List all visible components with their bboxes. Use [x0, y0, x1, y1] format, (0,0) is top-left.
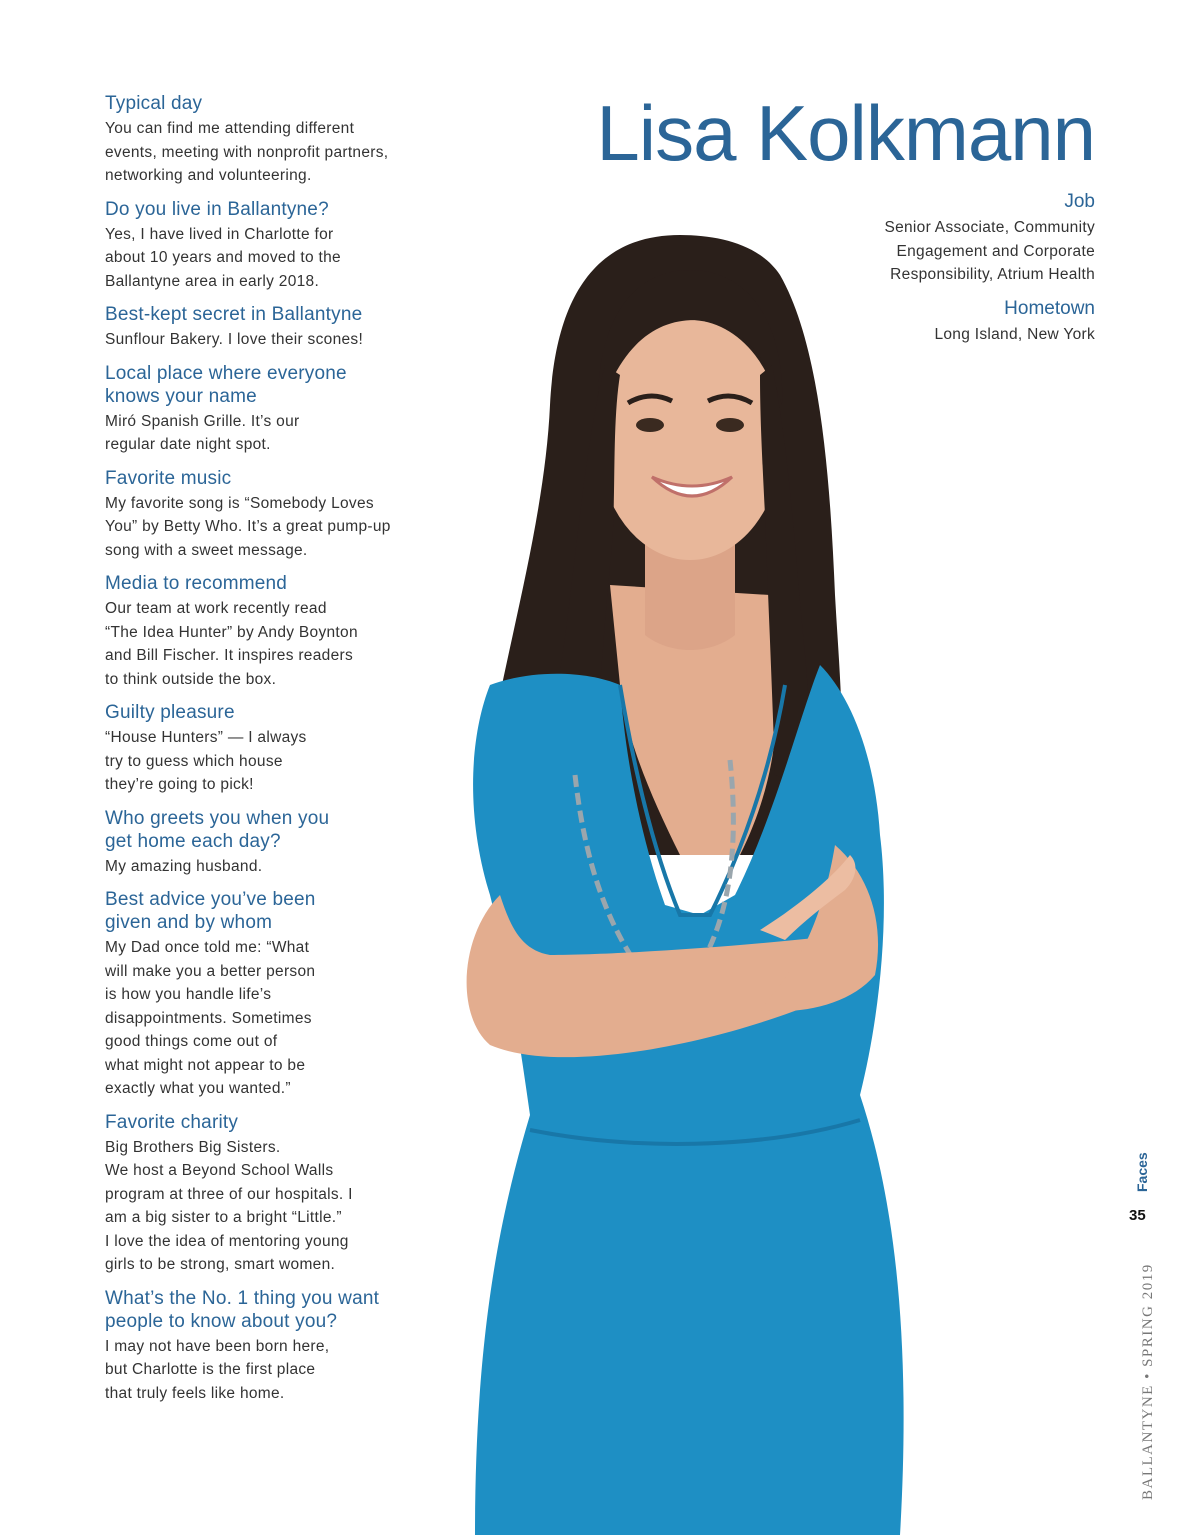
answer: Sunflour Bakery. I love their scones! — [105, 331, 364, 348]
answer: Miró Spanish Grille. It’s our regular date night spot. — [105, 412, 300, 453]
answer: Our team at work recently read “The Idea Hunter” by Andy Boynton and Bill Fischer. It inspires readers to think outside the box. — [105, 600, 358, 688]
left-eye — [636, 418, 664, 432]
question: Guilty pleasure — [105, 702, 235, 723]
question: Favorite music — [105, 467, 232, 489]
job-label: Job — [1064, 191, 1095, 212]
question: Media to recommend — [105, 573, 288, 594]
folio-section: Faces — [1134, 1152, 1150, 1192]
answer: My amazing husband. — [105, 857, 263, 875]
right-eye — [716, 418, 744, 432]
profile-name: Lisa Kolkmann — [596, 89, 1095, 177]
page-number: 35 — [1129, 1207, 1146, 1224]
portrait-photo — [380, 215, 940, 1535]
question: Best-kept secret in Ballantyne — [105, 304, 363, 325]
question: Best advice you’ve been given and by whom — [105, 889, 316, 933]
question: Who greets you when you get home each day? — [105, 807, 330, 852]
question: Typical day — [105, 93, 203, 114]
answer: My Dad once told me: “What will make you a better person is how you handle life’s disappointments. Sometimes good things come out of what might not appear to be exactly what you wanted.” — [105, 939, 316, 1097]
folio-publication: BALLANTYNE • SPRING 2019 — [1140, 1263, 1156, 1500]
answer: My favorite song is “Somebody Loves You” by Betty Who. It’s a great pump-up song with a sweet message. — [105, 494, 391, 559]
answer: “House Hunters” — I always try to guess which house they’re going to pick! — [105, 729, 307, 793]
answer: You can find me attending different events, meeting with nonprofit partners, networking and volunteering. — [105, 120, 389, 184]
qa-item — [105, 92, 445, 188]
question: Do you live in Ballantyne? — [105, 198, 329, 220]
answer: Big Brothers Big Sisters. We host a Beyond School Walls program at three of our hospitals. I am a big sister to a bright “Little.” I love the idea of mentoring young girls to be strong, smart women. — [105, 1138, 353, 1273]
hometown-label: Hometown — [1004, 297, 1095, 319]
answer: I may not have been born here, but Charlotte is the first place that truly feels like home. — [105, 1337, 330, 1402]
job-value: Senior Associate, Community Engagement and Corporate Responsibility, Atrium Health — [884, 219, 1095, 283]
hometown-value: Long Island, New York — [934, 325, 1095, 343]
answer: Yes, I have lived in Charlotte for about 10 years and moved to the Ballantyne area in early 2018. — [105, 225, 341, 290]
question: Local place where everyone knows your name — [105, 362, 347, 407]
question: What’s the No. 1 thing you want people to know about you? — [105, 1287, 380, 1332]
question: Favorite charity — [105, 1111, 239, 1133]
